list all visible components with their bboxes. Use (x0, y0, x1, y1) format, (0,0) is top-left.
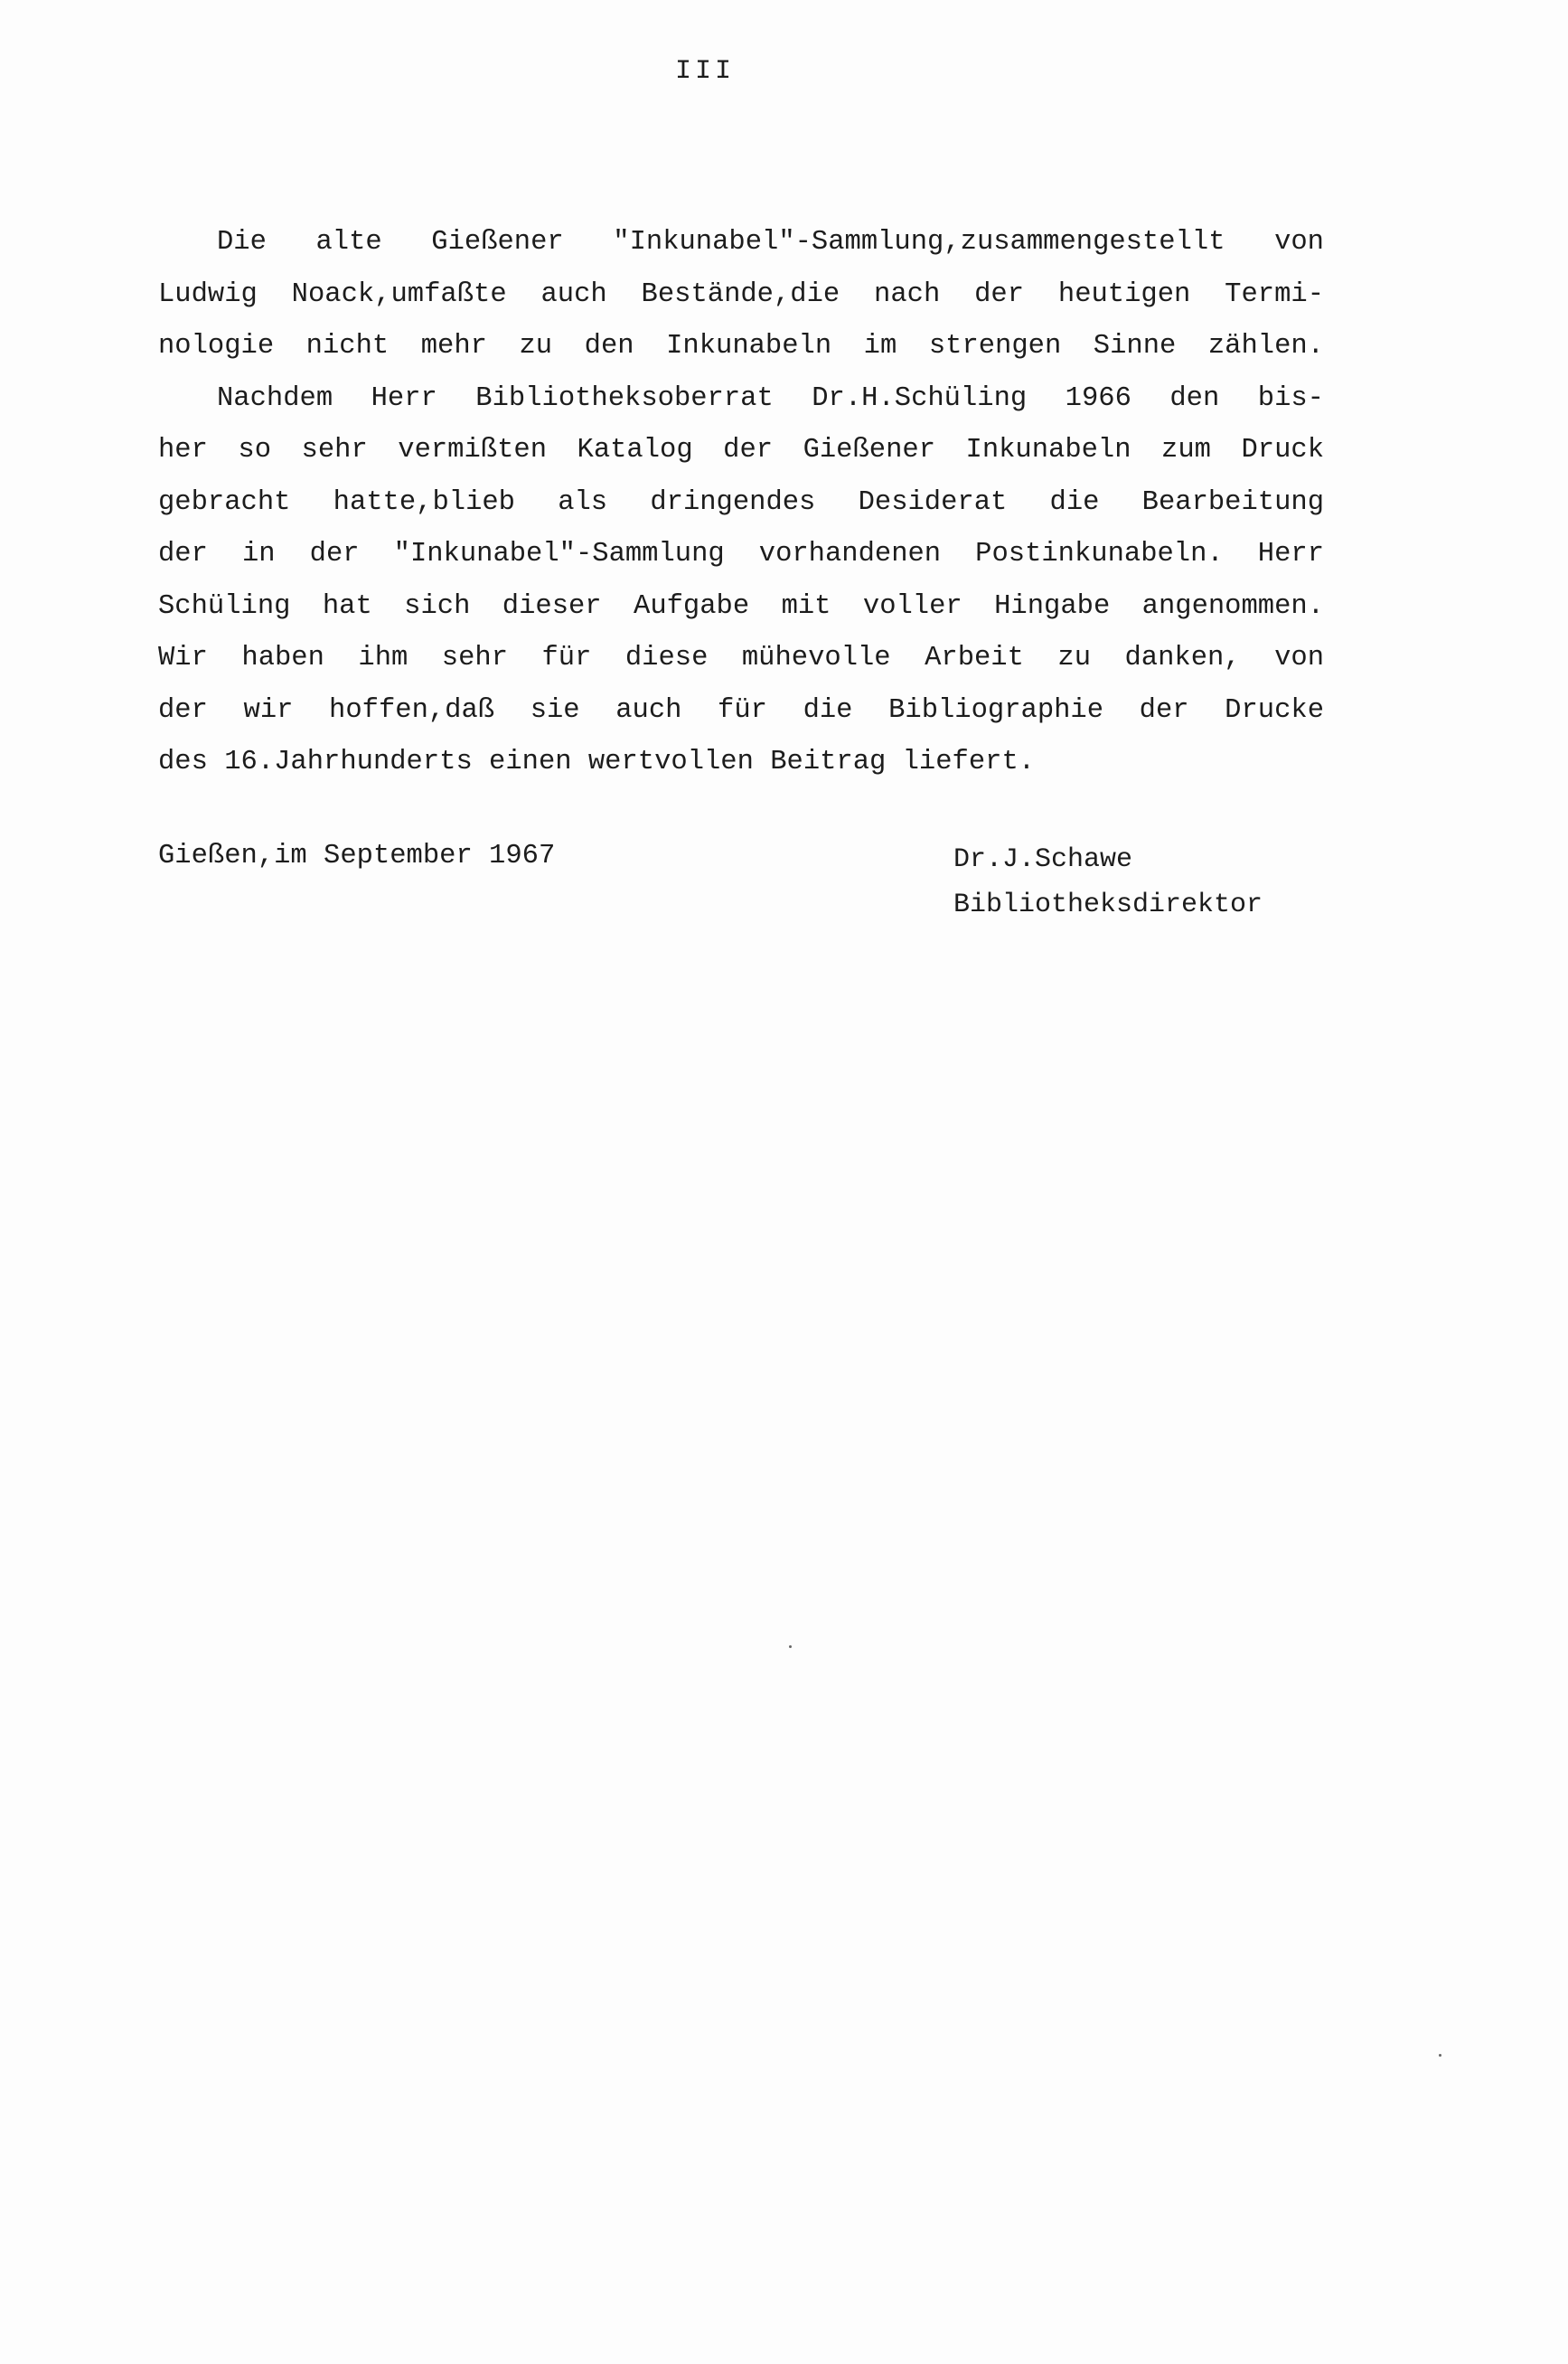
signer-name: Dr.J.Schawe (953, 844, 1133, 875)
text-line: gebracht hatte,blieb als dringendes Desiderat die Bearbeitung (158, 486, 1324, 518)
text-line: nologie nicht mehr zu den Inkunabeln im strengen Sinne zählen. (158, 331, 1324, 362)
ink-speck (789, 1645, 792, 1648)
text-line: Nachdem Herr Bibliotheksoberrat Dr.H.Schüling 1966 den bis- (217, 382, 1324, 414)
text-line: Die alte Gießener "Inkunabel"-Sammlung,zusammengestellt von (217, 227, 1324, 258)
text-line: des 16.Jahrhunderts einen wertvollen Beitrag liefert. (158, 747, 1036, 777)
preface-text (158, 217, 1324, 789)
text-line: Ludwig Noack,umfaßte auch Bestände,die nach der heutigen Termi- (158, 278, 1324, 310)
ink-speck (1439, 2054, 1441, 2057)
page-number: III (674, 56, 735, 87)
signer-title: Bibliotheksdirektor (953, 890, 1263, 920)
text-line: Schüling hat sich dieser Aufgabe mit voller Hingabe angenommen. (158, 590, 1324, 622)
text-line: der wir hoffen,daß sie auch für die Bibliographie der Drucke (158, 694, 1324, 726)
text-line: der in der "Inkunabel"-Sammlung vorhandenen Postinkunabeln. Herr (158, 539, 1324, 570)
text-line: her so sehr vermißten Katalog der Gießener Inkunabeln zum Druck (158, 435, 1324, 466)
place-date: Gießen,im September 1967 (158, 841, 556, 871)
signer (953, 837, 1263, 928)
text-line: Wir haben ihm sehr für diese mühevolle Arbeit zu danken, von (158, 643, 1324, 673)
